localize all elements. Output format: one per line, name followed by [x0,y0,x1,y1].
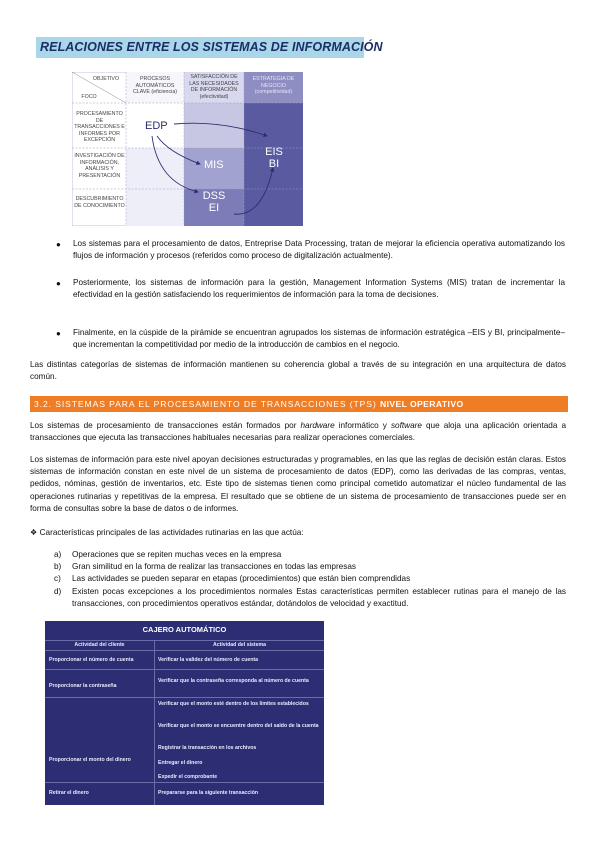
table-divider [45,782,324,783]
bullet-mis: Posteriormente, los sistemas de información para la gestión, Management Information Systems (MIS) tratan de incrementar la efectividad en la gestión satisfaciendo los requerimientos de información para la toma de decisiones. [73,278,565,300]
bullet-eis: Finalmente, en la cúspide de la pirámide se encuentran agrupados los sistemas de información estratégica –EIS y BI, principalmente– que incrementan la competitividad por medio de la introducción de cambios en el negocio. [73,328,565,350]
label-dss-text: DSS [202,190,226,202]
label-eis [260,146,288,170]
section-title: 3.2. SISTEMAS PARA EL PROCESAMIENTO DE TRANSACCIONES (TPS) [34,399,377,409]
diagram-col-header: SATISFACCIÓN DE LAS NECESIDADES DE INFORMACIÓN (efectividad) [189,74,239,100]
list-letter: b) [54,562,62,571]
diagram-corner-top: OBJETIVO [92,76,120,82]
table-cell-client: Proporcionar la contraseña [49,683,117,689]
diagram-row-label: INVESTIGACIÓN DE INFORMACIÓN, ANÁLISIS Y PRESENTACIÓN [74,153,125,179]
table-divider [45,697,324,698]
bullet-marker: ● [56,279,61,288]
table-header-system: Actividad del sistema [212,642,267,648]
diagram-col-header: ESTRATEGIA DE NEGOCIO (competitividad) [252,76,295,96]
list-letter: d) [54,587,62,596]
label-mis: MIS [204,159,224,171]
page-title: RELACIONES ENTRE LOS SISTEMAS DE INFORMACIÓN [40,40,383,54]
list-item: Las actividades se pueden separar en etapas (procedimientos) que están bien comprendidas [72,574,411,583]
diagram-row-label: DESCUBRIMIENTO DE CONOCIMIENTO [74,196,125,209]
table-cell-system: Verificar la validez del número de cuenta [158,657,259,663]
tps-level-paragraph: Los sistemas de información para este nivel apoyan decisiones estructuradas y programables, en las que las reglas de decisión están claras. Estos sistemas de información constan en este nivel de un sistema de procesamiento de datos (EDP), como las derivadas de las compras, ventas, pedidos, nóminas, gestión de inventarios, etc. Este tipo de sistemas tienen como principal cometido automatizar el núcleo fundamental de las operaciones rutinarias y repetitivas de la empresa. El resultado que se obtiene de un sistema de procesamiento de transacciones puede ser en forma de consultas sobre la base de datos o de informes. [30,455,566,513]
para2-hardware: hardware [300,421,335,430]
bullet-edp: Los sistemas para el procesamiento de datos, Entreprise Data Processing, tratan de mejorar la eficiencia operativa automatizando los flujos de información y procesos (referidos como proceso de digitalización actualmente). [73,239,565,261]
label-edp: EDP [145,120,168,132]
atm-table-title: CAJERO AUTOMÁTICO [142,625,227,634]
table-cell-client: Retirar el dinero [49,790,89,796]
list-letter: c) [54,574,61,583]
table-column-divider [154,640,155,805]
list-item: Operaciones que se repiten muchas veces en la empresa [72,550,282,559]
list-item: Existen pocas excepciones a los procedimientos normales Estas características permiten establecer rutinas para el manejo de las transacciones, con procedimientos operativos estándar, dotándolos de velocidad y exactitud. [72,587,566,609]
label-dss [200,190,228,214]
table-divider [45,669,324,670]
table-cell-system: Expedir el comprobante [158,774,218,780]
label-eis-text: EIS [265,146,283,158]
table-cell-system: Verificar que el monto esté dentro de los límites establecidos [158,701,309,707]
diagram-row-label: PROCESAMIENTO DE TRANSACCIONES E INFORMES POR EXCEPCIÓN [74,111,125,144]
label-ei-text: EI [208,202,220,215]
tps-definition-paragraph [30,420,566,444]
table-cell-client: Proporcionar el número de cuenta [49,657,134,663]
table-cell-system: Verificar que la contraseña corresponda al número de cuenta [158,678,309,684]
characteristics-title: Características principales de las actividades rutinarias en las que actúa: [39,528,304,537]
para2-text: Los sistemas de procesamiento de transacciones están formados por [30,421,301,430]
para2-text: que aloja una aplicación orientada a transacciones que ejecuta las transacciones habituales necesarias para realizar operaciones comerciales. [30,421,566,443]
table-header-client: Actividad del cliente [74,642,125,648]
table-divider [45,640,324,641]
diagram-col-header: PROCESOS AUTOMÁTICOS CLAVE (eficiencia) [132,76,178,96]
para2-text: informático y [334,421,391,430]
label-bi-text: BI [268,158,280,171]
section-level: NIVEL OPERATIVO [380,399,464,409]
table-divider [45,650,324,651]
table-cell-system: Verificar que el monto se encuentre dentro del saldo de la cuenta [158,723,319,729]
bullet-marker: ● [56,240,61,249]
table-cell-system: Registrar la transacción en los archivos [158,745,257,751]
table-cell-system: Entregar el dinero [158,760,203,766]
table-cell-system: Prepararse para la siguiente transacción [158,790,259,796]
architecture-paragraph: Las distintas categorías de sistemas de información mantienen su coherencia global a través de su integración en una arquitectura de datos común. [30,360,566,382]
section-heading [34,399,464,409]
diamond-bullet-icon: ❖ [30,528,38,537]
bullet-marker: ● [56,329,61,338]
list-item: Gran similitud en la forma de realizar las transacciones en todas las empresas [72,562,356,571]
table-cell-client: Proporcionar el monto del dinero [49,757,131,763]
diagram-corner-bottom: FOCO [81,94,97,100]
characteristics-heading [30,527,566,539]
list-letter: a) [54,550,62,559]
para2-software: software [390,421,422,430]
is-relationship-diagram [72,72,303,226]
